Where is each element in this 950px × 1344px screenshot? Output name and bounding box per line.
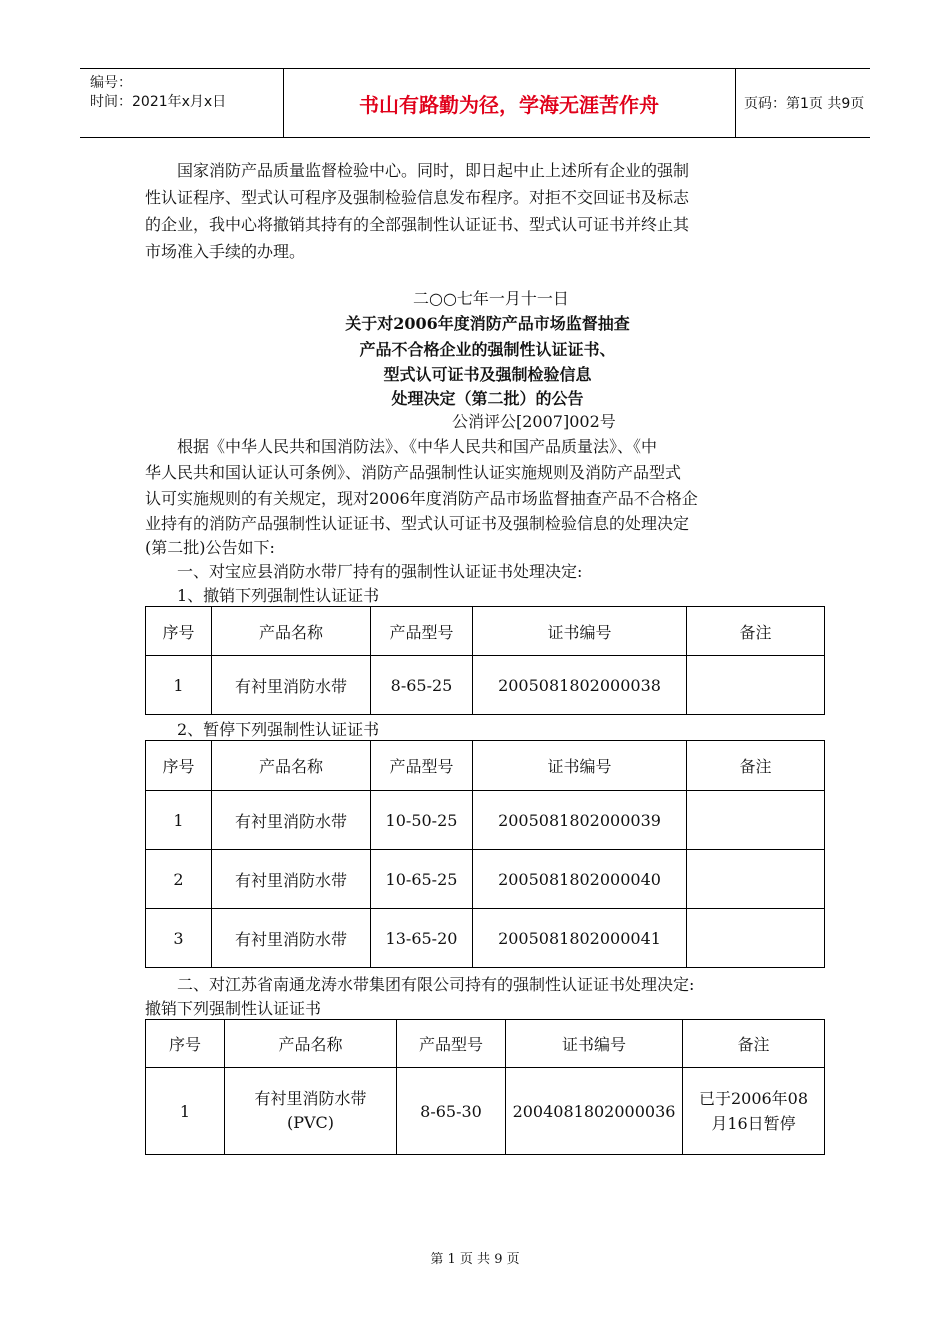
table-row xyxy=(146,909,825,968)
notice-doc-number: 公消评公[2007]002号 xyxy=(452,412,616,431)
header-cell: 备注 xyxy=(683,1020,825,1068)
notice-title-line: 关于对2006年度消防产品市场监督抽查 xyxy=(345,314,630,333)
notice-date: 二○○七年一月十一日 xyxy=(413,289,569,308)
header-cell: 产品型号 xyxy=(397,1020,506,1068)
header-cell: 产品名称 xyxy=(212,741,371,791)
cell-model: 13-65-20 xyxy=(371,909,473,968)
body-line: 业持有的消防产品强制性认证证书、型式认可证书及强制检验信息的处理决定 xyxy=(145,514,690,533)
header-cell: 序号 xyxy=(146,607,212,656)
section1-sub1: 1、撤销下列强制性认证证书 xyxy=(177,586,380,605)
body-line: (第二批)公告如下: xyxy=(145,538,275,557)
header-cell: 序号 xyxy=(146,1020,225,1068)
body-line: 华人民共和国认证认可条例》、消防产品强制性认证实施规则及消防产品型式 xyxy=(145,463,682,482)
table-row xyxy=(146,1068,825,1155)
notice-title-line: 处理决定（第二批）的公告 xyxy=(391,389,584,408)
header-cell: 序号 xyxy=(146,741,212,791)
doc-number-label: 编号： xyxy=(90,75,132,91)
revoked-certificates-table-2 xyxy=(145,1019,825,1155)
cell-remark: 已于2006年08月16日暂停 xyxy=(683,1068,825,1155)
section1-sub2: 2、暂停下列强制性认证证书 xyxy=(177,720,380,739)
cell-cert-number: 2005081802000040 xyxy=(473,850,687,909)
notice-title-line: 型式认可证书及强制检验信息 xyxy=(383,365,592,384)
cell-product-name: 有衬里消防水带 xyxy=(212,791,371,850)
header-meta xyxy=(80,69,284,137)
cell-model: 10-50-25 xyxy=(371,791,473,850)
cell-index: 1 xyxy=(146,791,212,850)
header-cell: 证书编号 xyxy=(473,741,687,791)
cell-cert-number: 2004081802000036 xyxy=(506,1068,683,1155)
cell-product-name: 有衬里消防水带 xyxy=(212,909,371,968)
header-cell: 备注 xyxy=(687,741,825,791)
cell-remark xyxy=(687,850,825,909)
body-line: 认可实施规则的有关规定，现对2006年度消防产品市场监督抽查产品不合格企 xyxy=(145,489,698,508)
cell-model: 8-65-30 xyxy=(397,1068,506,1155)
cell-product-name: 有衬里消防水带 xyxy=(212,656,371,715)
cell-product-name: 有衬里消防水带 xyxy=(212,850,371,909)
notice-title-line: 产品不合格企业的强制性认证证书、 xyxy=(359,340,616,359)
cell-model: 8-65-25 xyxy=(371,656,473,715)
body-line: 根据《中华人民共和国消防法》、《中华人民共和国产品质量法》、《中 xyxy=(177,437,658,456)
cell-cert-number: 2005081802000041 xyxy=(473,909,687,968)
header-page-info: 页码：第1页 共9页 xyxy=(744,96,865,112)
cell-product-name: 有衬里消防水带(PVC) xyxy=(225,1068,397,1155)
table-header-row xyxy=(146,607,825,656)
intro-line: 国家消防产品质量监督检验中心。同时，即日起中止上述所有企业的强制 xyxy=(177,161,690,180)
header-cell: 产品名称 xyxy=(225,1020,397,1068)
table-header-row xyxy=(146,1020,825,1068)
cell-remark xyxy=(687,656,825,715)
intro-line: 的企业，我中心将撤销其持有的全部强制性认证证书、型式认可证书并终止其 xyxy=(145,215,690,234)
header-motto: 书山有路勤为径，学海无涯苦作舟 xyxy=(283,69,736,137)
intro-line: 市场准入手续的办理。 xyxy=(145,242,306,261)
cell-index: 1 xyxy=(146,1068,225,1155)
suspended-certificates-table xyxy=(145,740,825,968)
header-cell: 备注 xyxy=(687,607,825,656)
page-footer: 第 1 页 共 9 页 xyxy=(430,1252,520,1267)
table-row xyxy=(146,656,825,715)
section2-heading: 二、对江苏省南通龙涛水带集团有限公司持有的强制性认证证书处理决定: xyxy=(177,975,695,994)
table-row xyxy=(146,791,825,850)
cell-remark xyxy=(687,791,825,850)
page-header xyxy=(80,68,870,138)
cell-model: 10-65-25 xyxy=(371,850,473,909)
header-cell: 产品型号 xyxy=(371,607,473,656)
table-header-row xyxy=(146,741,825,791)
cell-index: 3 xyxy=(146,909,212,968)
section2-sub: 撤销下列强制性认证证书 xyxy=(145,999,322,1018)
cell-cert-number: 2005081802000039 xyxy=(473,791,687,850)
intro-line: 性认证程序、型式认可程序及强制检验信息发布程序。对拒不交回证书及标志 xyxy=(145,188,690,207)
header-cell: 证书编号 xyxy=(506,1020,683,1068)
header-cell: 产品名称 xyxy=(212,607,371,656)
header-cell: 证书编号 xyxy=(473,607,687,656)
revoked-certificates-table-1 xyxy=(145,606,825,715)
cell-cert-number: 2005081802000038 xyxy=(473,656,687,715)
doc-time-label: 时间：2021年x月x日 xyxy=(90,94,227,110)
header-cell: 产品型号 xyxy=(371,741,473,791)
cell-remark xyxy=(687,909,825,968)
section1-heading: 一、对宝应县消防水带厂持有的强制性认证证书处理决定: xyxy=(177,562,583,581)
cell-index: 1 xyxy=(146,656,212,715)
table-row xyxy=(146,850,825,909)
cell-index: 2 xyxy=(146,850,212,909)
